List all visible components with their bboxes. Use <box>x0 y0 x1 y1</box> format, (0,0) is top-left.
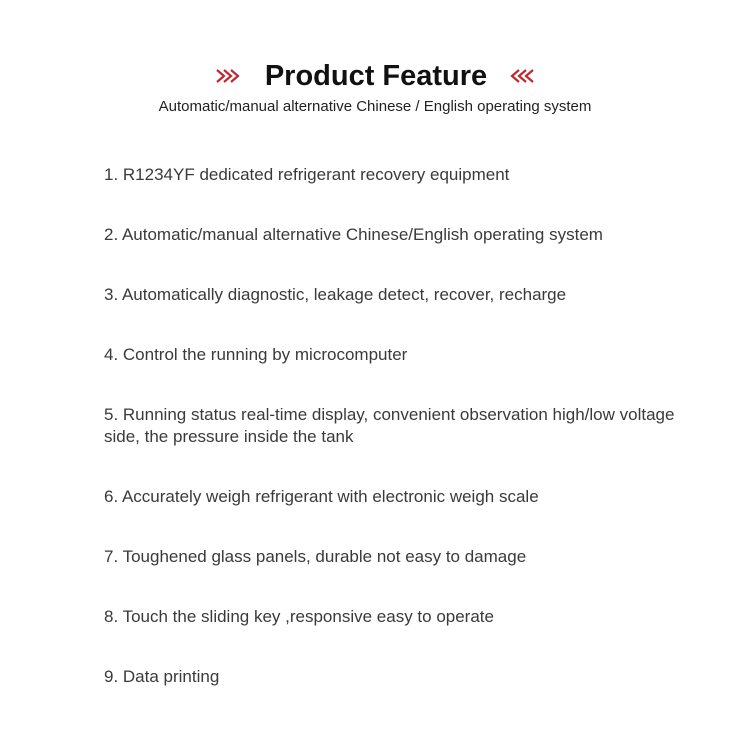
feature-item: 6. Accurately weigh refrigerant with electronic weigh scale <box>104 487 539 506</box>
feature-item: 9. Data printing <box>104 667 220 686</box>
feature-item: 5. Running status real-time display, convenient observation high/low voltage side, the pressure inside the tank <box>104 405 675 446</box>
feature-list <box>104 164 704 726</box>
page-subtitle: Automatic/manual alternative Chinese / English operating system <box>158 98 592 115</box>
double-chevron-right-icon <box>215 66 241 86</box>
page-title: Product Feature <box>264 59 488 92</box>
feature-item: 7. Toughened glass panels, durable not easy to damage <box>104 547 527 566</box>
feature-item: 8. Touch the sliding key ,responsive easy to operate <box>104 607 494 626</box>
feature-item: 2. Automatic/manual alternative Chinese/English operating system <box>104 225 603 244</box>
page-header <box>0 56 750 96</box>
feature-item: 3. Automatically diagnostic, leakage detect, recover, recharge <box>104 285 567 304</box>
feature-item: 4. Control the running by microcomputer <box>104 345 408 364</box>
feature-item: 1. R1234YF dedicated refrigerant recovery equipment <box>104 165 510 184</box>
double-chevron-left-icon <box>509 66 535 86</box>
